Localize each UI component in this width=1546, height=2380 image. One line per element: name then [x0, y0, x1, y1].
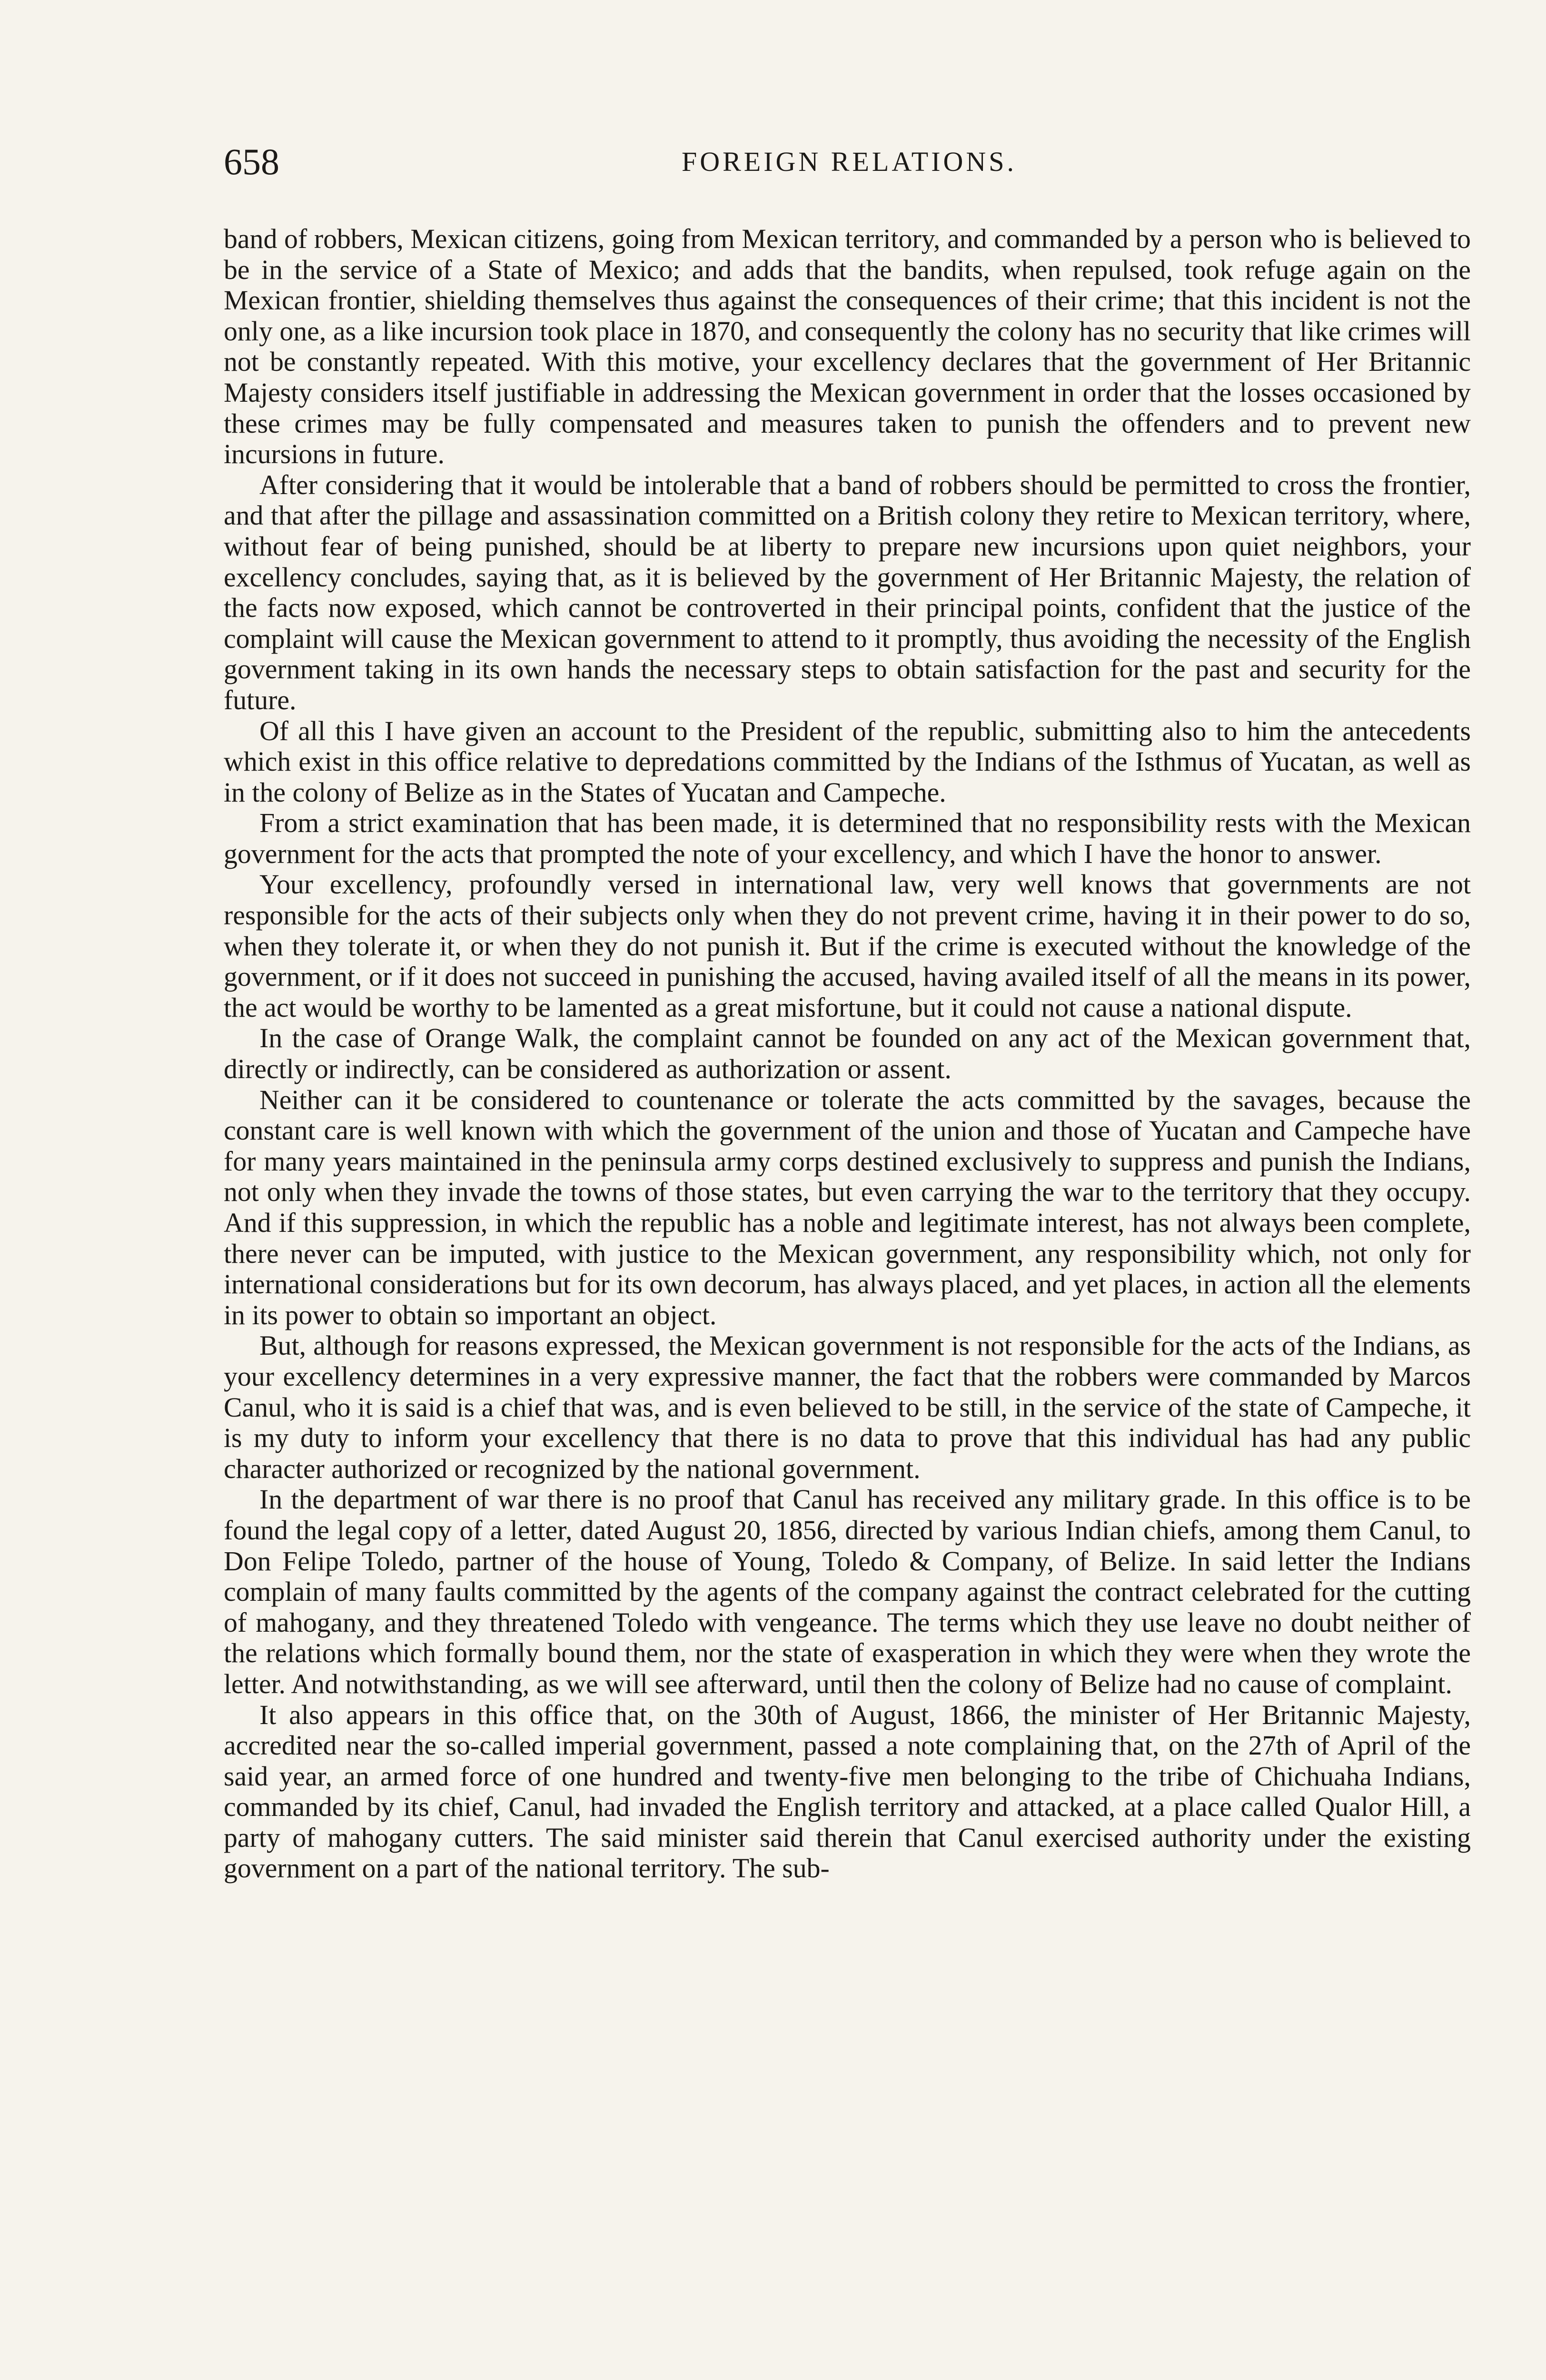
body-text [224, 224, 1471, 1884]
paragraph: After considering that it would be intolerable that a band of robbers should be permitted to cross the frontier, and that after the pillage and assassination committed on a British colony they retire to Mexican territory, where, without fear of being punished, should be at liberty to prepare new incursions upon quiet neighbors, your excellency concludes, saying that, as it is believed by the government of Her Britannic Majesty, the relation of the facts now exposed, which cannot be controverted in their principal points, confident that the justice of the complaint will cause the Mexican government to attend to it promptly, thus avoiding the necessity of the English government taking in its own hands the necessary steps to obtain satisfaction for the past and security for the future. [224, 469, 1471, 715]
paragraph: Your excellency, profoundly versed in international law, very well knows that governments are not responsible for the acts of their subjects only when they do not prevent crime, having it in their power to do so, when they tolerate it, or when they do not punish it. But if the crime is executed without the knowledge of the government, or if it does not succeed in punishing the accused, having availed itself of all the means in its power, the act would be worthy to be lamented as a great misfortune, but it could not cause a national dispute. [224, 869, 1471, 1023]
paragraph-continued: band of robbers, Mexican citizens, going from Mexican territory, and commanded by a person who is believed to be in the service of a State of Mexico; and adds that the bandits, when repulsed, took refuge again on the Mexican frontier, shielding themselves thus against the consequences of their crime; that this incident is not the only one, as a like incursion took place in 1870, and consequently the colony has no security that like crimes will not be constantly repeated. With this motive, your excellency declares that the government of Her Britannic Majesty considers itself justifiable in addressing the Mexican government in order that the losses occasioned by these crimes may be fully compensated and measures taken to punish the offenders and to prevent new incursions in future. [224, 223, 1471, 470]
paragraph: Neither can it be considered to countenance or tolerate the acts committed by the savages, because the constant care is well known with which the government of the union and those of Yucatan and Campeche have for many years maintained in the peninsula army corps destined exclusively to suppress and punish the Indians, not only when they invade the towns of those states, but even carrying the war to the territory that they occupy. And if this suppression, in which the republic has a noble and legitimate interest, has not always been complete, there never can be imputed, with justice to the Mexican government, any responsibility which, not only for international considerations but for its own decorum, has always placed, and yet places, in action all the elements in its power to obtain so important an object. [224, 1084, 1471, 1330]
paragraph: It also appears in this office that, on the 30th of August, 1866, the minister of Her Britannic Majesty, accredited near the so-called imperial government, passed a note complaining that, on the 27th of April of the said year, an armed force of one hundred and twenty-five men belonging to the tribe of Chichuaha Indians, commanded by its chief, Canul, had invaded the English territory and attacked, at a place called Qualor Hill, a party of mahogany cutters. The said minister said therein that Canul exercised authority under the existing government on a part of the national territory. The sub- [224, 1699, 1471, 1884]
paragraph: In the case of Orange Walk, the complaint cannot be founded on any act of the Mexican government that, directly or indirectly, can be considered as authorization or assent. [224, 1022, 1471, 1085]
paragraph: From a strict examination that has been made, it is determined that no responsibility rests with the Mexican government for the acts that prompted the note of your excellency, and which I have the honor to answer. [224, 807, 1471, 869]
paragraph: But, although for reasons expressed, the Mexican government is not responsible for the acts of the Indians, as your excellency determines in a very expressive manner, the fact that the robbers were commanded by Marcos Canul, who it is said is a chief that was, and is even believed to be still, in the service of the state of Campeche, it is my duty to inform your excellency that there is no data to prove that this individual has had any public character authorized or recognized by the national government. [224, 1330, 1471, 1484]
running-head: FOREIGN RELATIONS. [681, 146, 1017, 177]
paragraph: In the department of war there is no proof that Canul has received any military grade. In this office is to be found the legal copy of a letter, dated August 20, 1856, directed by various Indian chiefs, among them Canul, to Don Felipe Toledo, partner of the house of Young, Toledo & Company, of Belize. In said letter the Indians complain of many faults committed by the agents of the company against the contract celebrated for the cutting of mahogany, and they threatened Toledo with vengeance. The terms which they use leave no doubt neither of the relations which formally bound them, nor the state of exasperation in which they were when they wrote the letter. And notwithstanding, as we will see afterward, until then the colony of Belize had no cause of complaint. [224, 1484, 1471, 1699]
page-header [224, 136, 1475, 188]
paragraph: Of all this I have given an account to the President of the republic, submitting also to him the antecedents which exist in this office relative to depredations committed by the Indians of the Isthmus of Yucatan, as well as in the colony of Belize as in the States of Yucatan and Campeche. [224, 715, 1471, 808]
page-number: 658 [224, 141, 279, 182]
